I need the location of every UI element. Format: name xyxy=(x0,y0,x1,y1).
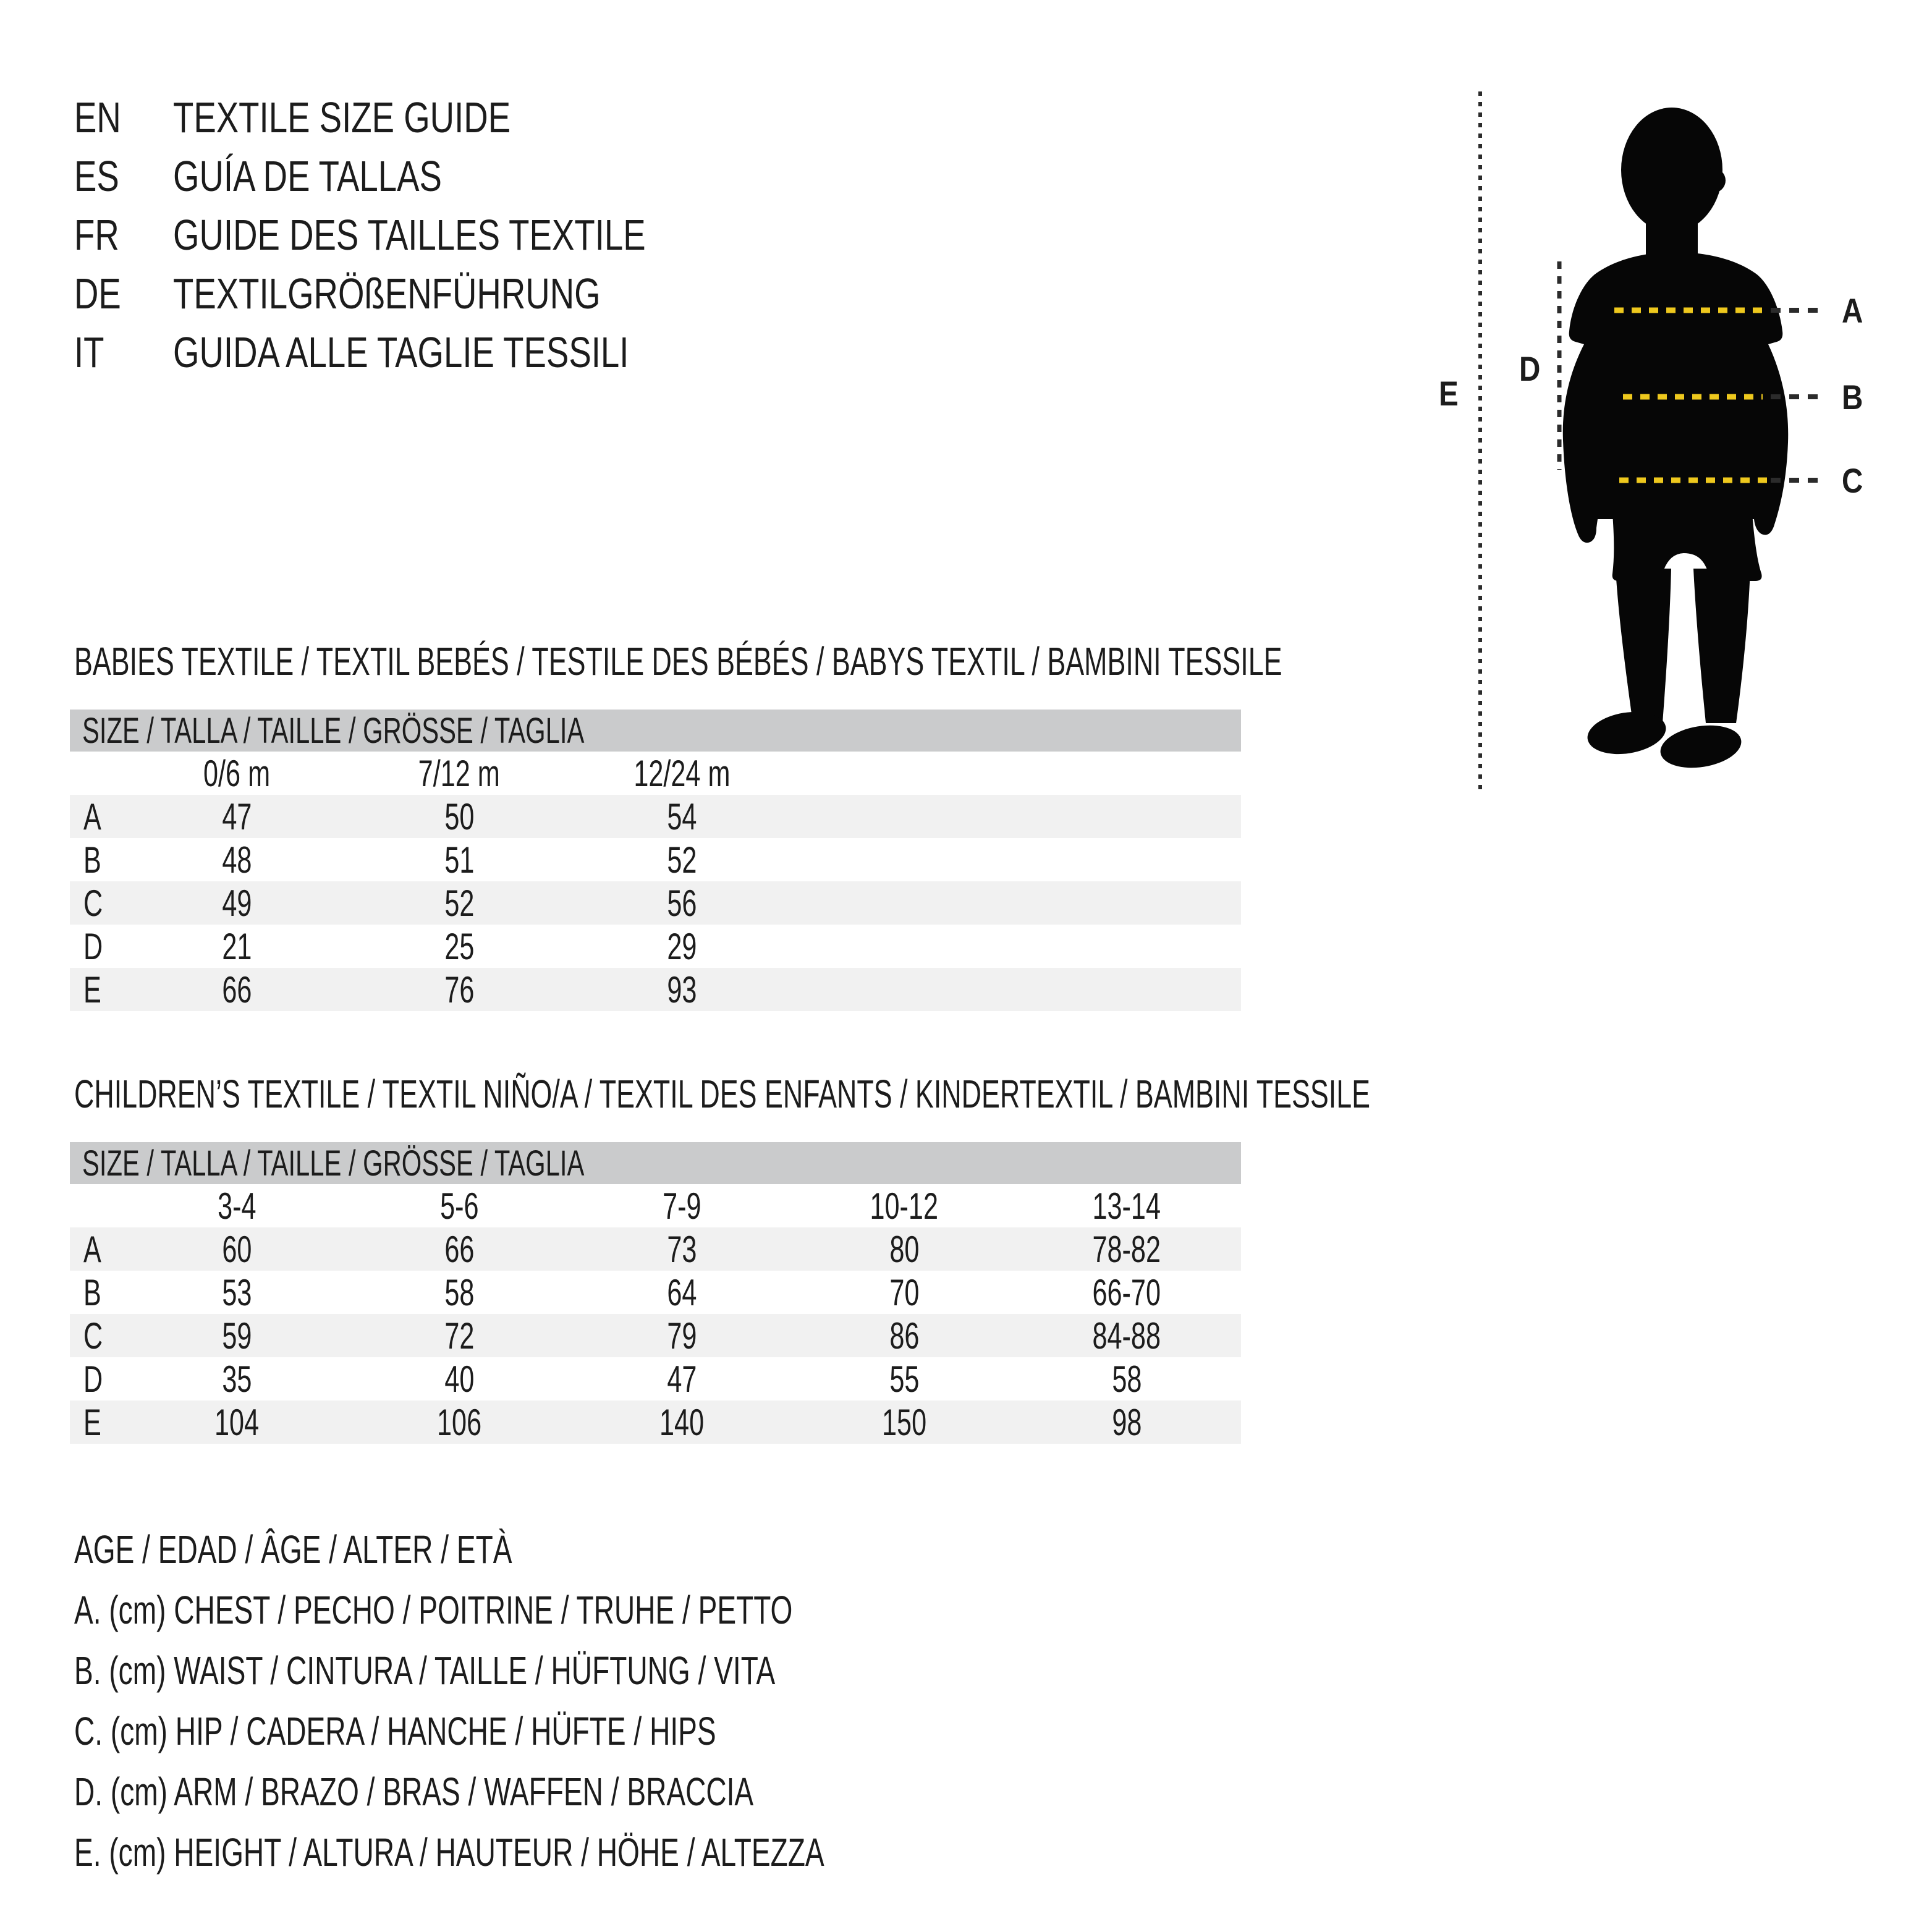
table-cell: 52 xyxy=(444,882,475,924)
language-row-es xyxy=(74,146,779,205)
table-cell: 47 xyxy=(221,795,252,837)
table-cell: 104 xyxy=(214,1401,260,1443)
figure-label-e: E xyxy=(1439,375,1459,413)
table-row xyxy=(70,795,1241,838)
legend-waist: B. (cm) WAIST / CINTURA / TAILLE / HÜFTUNG / VITA xyxy=(74,1648,776,1693)
figure-label-b: B xyxy=(1842,378,1863,417)
row-label: A xyxy=(83,1228,101,1270)
language-row-it xyxy=(74,323,779,381)
column-header: 12/24 m xyxy=(633,752,731,794)
column-header: 3-4 xyxy=(217,1185,256,1227)
language-code: IT xyxy=(74,328,104,376)
row-label: C xyxy=(83,882,103,924)
children-section-title: CHILDREN’S TEXTILE / TEXTIL NIÑO/A / TEXTIL DES ENFANTS / KINDERTEXTIL / BAMBINI TESSILE xyxy=(74,1072,1371,1116)
guide-title-es: GUÍA DE TALLAS xyxy=(173,151,442,200)
language-row-en xyxy=(74,88,779,146)
table-row xyxy=(70,881,1241,925)
table-cell: 40 xyxy=(444,1358,475,1400)
table-cell: 51 xyxy=(444,839,475,881)
table-row xyxy=(70,838,1241,881)
figure-label-a: A xyxy=(1842,292,1863,331)
table-cell: 79 xyxy=(666,1315,697,1357)
legend-hip: C. (cm) HIP / CADERA / HANCHE / HÜFTE / HIPS xyxy=(74,1709,716,1753)
table-cell: 35 xyxy=(221,1358,252,1400)
column-header: 13-14 xyxy=(1092,1185,1161,1227)
column-header: 10-12 xyxy=(870,1185,939,1227)
table-cell: 25 xyxy=(444,925,475,967)
table-cell: 93 xyxy=(666,968,697,1010)
table-cell: 60 xyxy=(221,1228,252,1270)
table-cell: 106 xyxy=(436,1401,482,1443)
table-cell: 80 xyxy=(889,1228,920,1270)
row-label: D xyxy=(83,1358,103,1400)
legend-height: E. (cm) HEIGHT / ALTURA / HAUTEUR / HÖHE / ALTEZZA xyxy=(74,1830,824,1875)
table-cell: 56 xyxy=(666,882,697,924)
size-header-bar: SIZE / TALLA / TAILLE / GRÖSSE / TAGLIA xyxy=(70,710,1241,752)
column-header: 0/6 m xyxy=(203,752,271,794)
row-label: B xyxy=(83,1271,101,1313)
table-cell: 76 xyxy=(444,968,475,1010)
table-row xyxy=(70,1271,1241,1314)
guide-title-de: TEXTILGRÖßENFÜHRUNG xyxy=(173,269,601,318)
table-row xyxy=(70,1227,1241,1271)
table-cell: 98 xyxy=(1111,1401,1142,1443)
language-code: DE xyxy=(74,269,121,318)
row-label: E xyxy=(83,968,101,1010)
row-label: D xyxy=(83,925,103,967)
table-cell: 59 xyxy=(221,1315,252,1357)
row-label: B xyxy=(83,839,101,881)
table-cell: 50 xyxy=(444,795,475,837)
table-cell: 54 xyxy=(666,795,697,837)
table-cell: 86 xyxy=(889,1315,920,1357)
children-size-table xyxy=(70,1142,1241,1444)
table-cell: 21 xyxy=(221,925,252,967)
table-cell: 66 xyxy=(444,1228,475,1270)
column-header: 7-9 xyxy=(662,1185,701,1227)
table-cell: 66-70 xyxy=(1092,1271,1161,1313)
table-cell: 66 xyxy=(221,968,252,1010)
guide-title-it: GUIDA ALLE TAGLIE TESSILI xyxy=(173,328,629,376)
guide-title-en: TEXTILE SIZE GUIDE xyxy=(173,93,511,142)
column-header: 7/12 m xyxy=(418,752,501,794)
column-header-row xyxy=(70,752,1241,795)
column-header-row xyxy=(70,1184,1241,1227)
size-header-bar: SIZE / TALLA / TAILLE / GRÖSSE / TAGLIA xyxy=(70,1142,1241,1184)
table-cell: 72 xyxy=(444,1315,475,1357)
table-cell: 78-82 xyxy=(1092,1228,1161,1270)
figure-label-d: D xyxy=(1519,350,1541,389)
table-cell: 58 xyxy=(444,1271,475,1313)
guide-title-fr: GUIDE DES TAILLES TEXTILE xyxy=(173,210,646,259)
table-cell: 55 xyxy=(889,1358,920,1400)
row-label: A xyxy=(83,795,101,837)
figure-label-c: C xyxy=(1842,462,1863,501)
babies-size-table xyxy=(70,710,1241,1011)
measurement-legend xyxy=(74,1519,1116,1883)
table-cell: 53 xyxy=(221,1271,252,1313)
language-row-fr xyxy=(74,205,779,264)
table-cell: 58 xyxy=(1111,1358,1142,1400)
language-code: EN xyxy=(74,93,121,142)
table-cell: 52 xyxy=(666,839,697,881)
table-cell: 64 xyxy=(666,1271,697,1313)
legend-age: AGE / EDAD / ÂGE / ALTER / ETÀ xyxy=(74,1527,512,1572)
table-row xyxy=(70,1400,1241,1444)
table-row xyxy=(70,968,1241,1011)
table-cell: 140 xyxy=(659,1401,705,1443)
babies-section-title: BABIES TEXTILE / TEXTIL BEBÉS / TESTILE DES BÉBÉS / BABYS TEXTIL / BAMBINI TESSILE xyxy=(74,639,1282,684)
language-row-de xyxy=(74,264,779,323)
table-row xyxy=(70,1314,1241,1357)
table-cell: 29 xyxy=(666,925,697,967)
table-cell: 48 xyxy=(221,839,252,881)
table-cell: 73 xyxy=(666,1228,697,1270)
table-row xyxy=(70,925,1241,968)
legend-chest: A. (cm) CHEST / PECHO / POITRINE / TRUHE / PETTO xyxy=(74,1588,793,1632)
table-cell: 47 xyxy=(666,1358,697,1400)
row-label: E xyxy=(83,1401,101,1443)
table-cell: 84-88 xyxy=(1092,1315,1161,1357)
language-code: FR xyxy=(74,210,119,259)
table-cell: 49 xyxy=(221,882,252,924)
table-cell: 150 xyxy=(881,1401,927,1443)
language-title-block xyxy=(74,88,779,381)
table-row xyxy=(70,1357,1241,1400)
child-measurement-figure xyxy=(1434,87,1922,822)
legend-arm: D. (cm) ARM / BRAZO / BRAS / WAFFEN / BRACCIA xyxy=(74,1769,754,1814)
row-label: C xyxy=(83,1315,103,1357)
column-header: 5-6 xyxy=(439,1185,479,1227)
table-cell: 70 xyxy=(889,1271,920,1313)
language-code: ES xyxy=(74,151,119,200)
